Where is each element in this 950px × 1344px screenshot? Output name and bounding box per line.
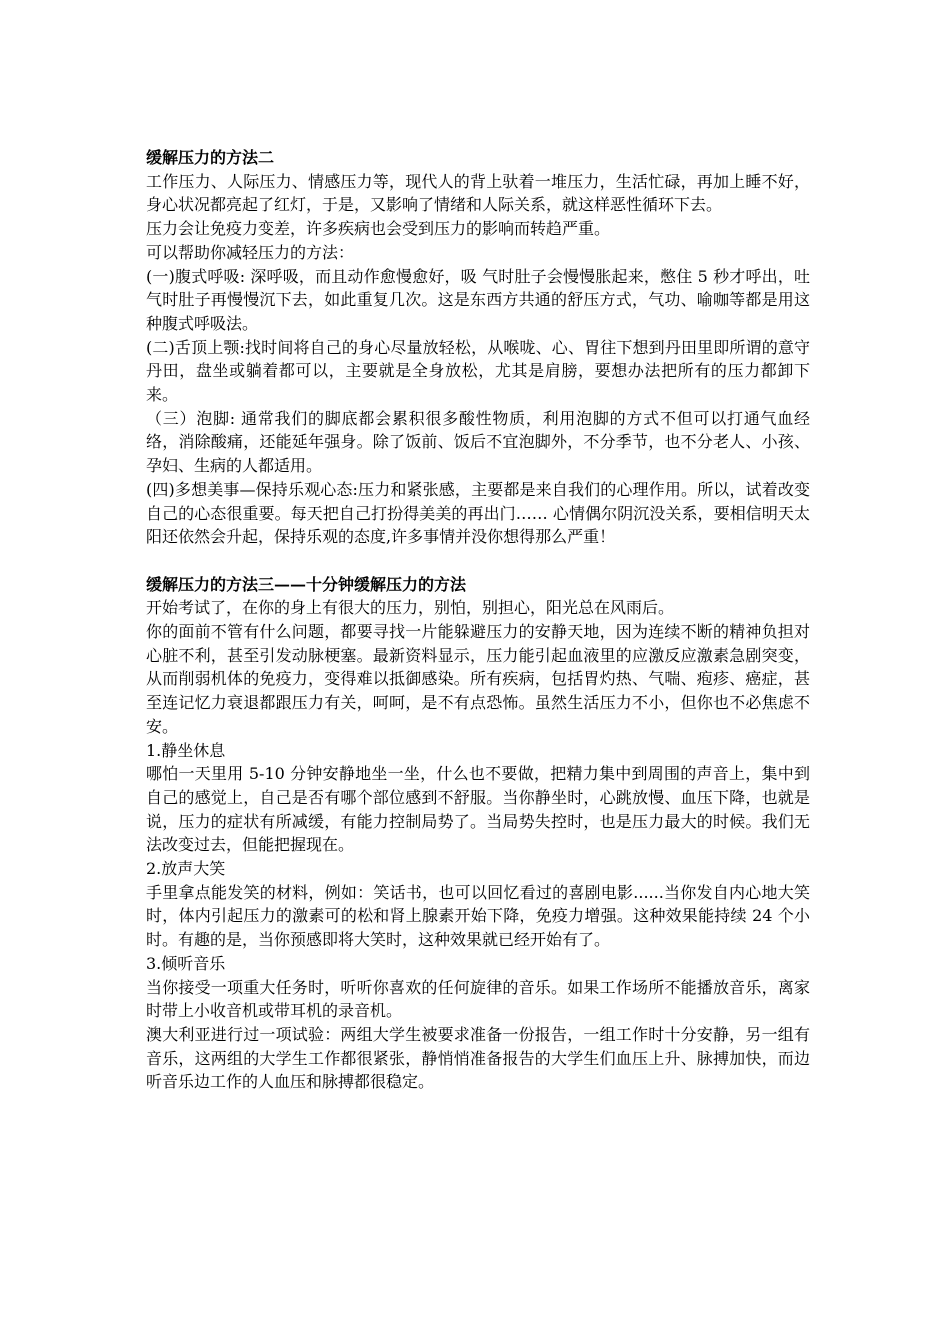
section-3-paragraph-3: 哪怕一天里用 5-10 分钟安静地坐一坐，什么也不要做，把精力集中到周围的声音上，集中到自己的感觉上，自己是否有哪个部位感到不舒服。当你静坐时，心跳放慢、血压下降，也就是说，压力的症状有所减缓，有能力控制局势了。当局势失控时，也是压力最大的时候。我们无法改变过去，但能把握现在。 (146, 764, 810, 855)
section-2-method-4: (四)多想美事—保持乐观心态:压力和紧张感，主要都是来自我们的心理作用。所以，试着改变自己的心态很重要。每天把自己打扮得美美的再出门…… 心情偶尔阴沉没关系，要相信明天太阳还依然会升起，保持乐观的态度,许多事情并没你想得那么严重！ (146, 479, 810, 547)
section-2-method-1: (一)腹式呼吸: 深呼吸，而且动作愈慢愈好，吸 气时肚子会慢慢胀起来，憋住 5 秒才呼出，吐气时肚子再慢慢沉下去，如此重复几次。这是东西方共通的舒压方式，气功、喻咖等都是用这种腹式呼吸法。 (146, 266, 810, 333)
section-3-subheading-3: 3.倾听音乐 (146, 953, 226, 973)
section-2-method-2: (二)舌顶上颚:找时间将自己的身心尽量放轻松，从喉咙、心、胃往下想到丹田里即所谓的意守丹田，盘坐或躺着都可以，主要就是全身放松，尤其是肩膀，要想办法把所有的压力都卸下来。 (146, 337, 810, 405)
section-3-subheading-2: 2.放声大笑 (146, 859, 226, 879)
section-2-paragraph-3: 可以帮助你减轻压力的方法： (146, 242, 355, 262)
section-2-paragraph-1: 工作压力、人际压力、情感压力等，现代人的背上驮着一堆压力，生活忙碌，再加上睡不好，身心状况都亮起了红灯，于是，又影响了情绪和人际关系，就这样恶性循环下去。 (146, 171, 810, 215)
section-2-title: 缓解压力的方法二 (146, 148, 275, 167)
section-3-title: 缓解压力的方法三——十分钟缓解压力的方法 (146, 574, 467, 594)
section-2-method-3: （三）泡脚: 通常我们的脚底都会累积很多酸性物质，利用泡脚的方式不但可以打通气血经络，消除酸痛，还能延年强身。除了饭前、饭后不宜泡脚外，不分季节，也不分老人、小孩、孕妇、生病的人都适用。 (146, 408, 810, 476)
section-3-paragraph-4: 手里拿点能发笑的材料，例如：笑话书，也可以回忆看过的喜剧电影......当你发自内心地大笑时，体内引起压力的激素可的松和肾上腺素开始下降，免疫力增强。这种效果能持续 24 个小时。有趣的是，当你预感即将大笑时，这种效果就已经开始有了。 (146, 882, 810, 950)
section-3-subheading-1: 1.静坐休息 (146, 740, 226, 760)
section-3-paragraph-2: 你的面前不管有什么问题，都要寻找一片能躲避压力的安静天地，因为连续不断的精神负担对心脏不利，甚至引发动脉梗塞。最新资料显示，压力能引起血液里的应激反应激素急剧突变，从而削弱机体的免疫力，变得难以抵御感染。所有疾病，包括胃灼热、气喘、疱疹、癌症，甚至连记忆力衰退都跟压力有关，呵呵，是不有点恐怖。虽然生活压力不小，但你也不必焦虑不安。 (146, 622, 810, 736)
section-3-paragraph-1: 开始考试了，在你的身上有很大的压力，别怕，别担心，阳光总在风雨后。 (146, 598, 675, 618)
section-3-paragraph-6: 澳大利亚进行过一项试验：两组大学生被要求准备一份报告，一组工作时十分安静，另一组有音乐，这两组的大学生工作都很紧张，静悄悄准备报告的大学生们血压上升、脉搏加快，而边听音乐边工作的人血压和脉搏都很稳定。 (146, 1025, 810, 1092)
section-spacer (146, 549, 810, 573)
document-page (146, 146, 810, 1094)
section-3-paragraph-5: 当你接受一项重大任务时，听听你喜欢的任何旋律的音乐。如果工作场所不能播放音乐，离家时带上小收音机或带耳机的录音机。 (146, 977, 810, 1021)
section-2-paragraph-2: 压力会让免疫力变差，许多疾病也会受到压力的影响而转趋严重。 (146, 219, 611, 239)
